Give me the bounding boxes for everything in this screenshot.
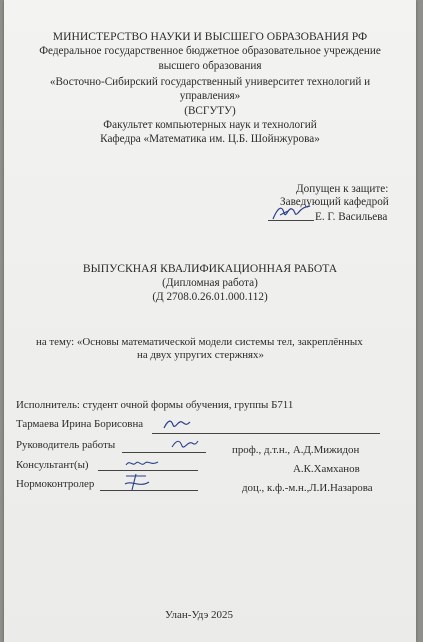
admitted-to-defense: Допущен к защите: (296, 183, 389, 195)
consultant-signature-icon (124, 455, 160, 471)
title-page (4, 0, 416, 642)
executor-name: Тармаева Ирина Борисовна (16, 418, 144, 430)
head-signature-icon (270, 201, 314, 223)
work-kind: (Дипломная работа) (162, 277, 258, 289)
department-name: Кафедра «Математика им. Ц.Б. Шойнжурова» (100, 133, 320, 145)
executor-signature-icon (162, 416, 192, 432)
topic-line-2: на двух упругих стержнях» (137, 349, 264, 361)
normcontrol-label: Нормоконтролер (16, 478, 95, 490)
institution-line-1: Федеральное государственное бюджетное образовательное учреждение (39, 45, 381, 57)
supervisor-signature-icon (170, 436, 200, 452)
faculty-name: Факультет компьютерных наук и технологий (103, 119, 317, 131)
executor-signature-line (152, 433, 380, 434)
normcontrol-signature-icon (122, 472, 152, 492)
work-code: (Д 2708.0.26.01.000.112) (152, 291, 268, 303)
executor-label: Исполнитель: студент очной формы обучения, группы Б711 (16, 399, 294, 411)
normcontrol-name: доц., к.ф.-м.н.,Л.И.Назарова (242, 482, 373, 494)
head-of-department-title: Заведующий кафедрой (280, 196, 389, 208)
supervisor-signature-line (122, 452, 206, 453)
university-abbrev: (ВСГУТУ) (184, 105, 236, 117)
ministry-heading: МИНИСТЕРСТВО НАУКИ И ВЫСШЕГО ОБРАЗОВАНИЯ РФ (52, 30, 368, 43)
city-year: Улан-Удэ 2025 (165, 609, 234, 621)
university-line-1: «Восточно-Сибирский государственный университет технологий и (49, 76, 371, 88)
supervisor-label: Руководитель работы (16, 439, 116, 451)
institution-line-2: высшего образования (158, 60, 262, 72)
consultant-name: А.К.Хамханов (293, 463, 360, 475)
consultant-label: Консультант(ы) (16, 459, 89, 471)
topic-line-1: на тему: «Основы математической модели системы тел, закреплённых (36, 336, 363, 348)
work-title: ВЫПУСКНАЯ КВАЛИФИКАЦИОННАЯ РАБОТА (82, 262, 338, 275)
university-line-2: управления» (179, 90, 241, 102)
supervisor-name: проф., д.т.н., А.Д.Мижидон (232, 444, 360, 456)
head-of-department-name: Е. Г. Васильева (315, 211, 388, 223)
